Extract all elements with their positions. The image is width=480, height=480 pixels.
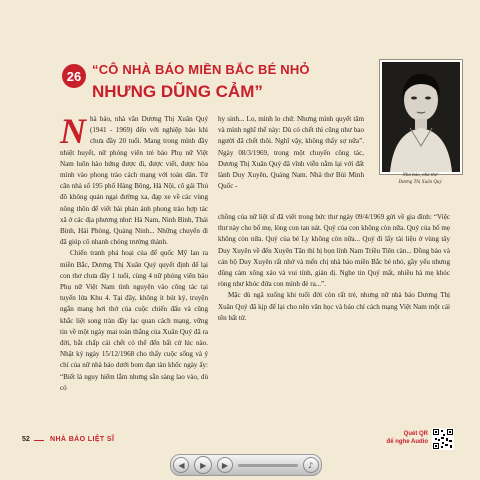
qr-code[interactable] [432, 428, 454, 450]
page-number: 52 [22, 436, 30, 443]
volume-icon: ♪ [308, 460, 314, 470]
paragraph-4: chồng của nữ liệt sĩ đã viết trong bức thư ngày 09/4/1969 gửi về gia đình: “Việc thư này cho bố mẹ, lòng con tan nát. Quý của con không còn nữa. Quý của bố mẹ không còn nữa. Quý của bé Ly không còn nữa... Quý đi lấy tài liệu ở vùng tây Duy Xuyên về đến Xuyên Tân thì bị bọn lính Nam Triều Tiên càn... Đồng bào và cán bộ Duy Xuyên rất nhớ và mến chị nhà báo miền Bắc bé nhỏ, gầy yếu nhưng dũng cảm xông xáo và vui tính, giản dị. Nghe tin Quý mất, nhiều bà mẹ khóc ròng như khóc đứa con mình đẻ ra...”. [218, 213, 450, 289]
volume-button[interactable] [303, 457, 319, 473]
text-column-2 [218, 114, 364, 192]
article-title-line1: “CÔ NHÀ BÁO MIỀN BẮC BÉ NHỎ [92, 62, 310, 77]
footer-divider [34, 440, 44, 441]
forward-icon: ▶ [221, 460, 229, 470]
paragraph-5: Mặc dù ngã xuống khi tuổi đời còn rất trẻ, nhưng nữ nhà báo Dương Thị Xuân Quý đã kịp để lại cho nền văn học và báo chí cách mạng Việt Nam một cái tên bất tử. [218, 291, 450, 322]
article-title-line2: NHƯNG DŨNG CẢM” [92, 82, 263, 101]
paragraph-2: Chiến tranh phá hoại của đế quốc Mỹ lan ra miền Bắc, Dương Thị Xuân Quý quyết định để lại con thơ chưa đầy 1 tuổi, cùng 4 nữ phóng viên báo Phụ nữ Việt Nam tình nguyện vào công tác tại tuyến lửa Khu 4. Tại đây, không ít bút ký, truyện ngắn mang hơi thở của cuộc chiến đấu và cũng khắc liệt song tràn đầy lạc quan cách mạng, vững tin về một ngày mai toàn thắng của Xuân Quý đã ra đời, bắt chấp cái chết có thể đến bất cứ lúc nào. Nhật ký ngày 15/12/1968 cho thấy cuộc sống và ý chí của nữ nhà báo dưới bom đạn tàn khốc ngày ấy: “Biết là nguy hiểm lắm nhưng sẵn sàng lao vào, dù có [60, 249, 208, 392]
qr-label-line1: Quét QR [403, 431, 428, 437]
portrait-photo [380, 60, 462, 174]
audio-player [170, 454, 322, 476]
text-column-3 [218, 212, 450, 324]
play-icon: ▶ [200, 460, 207, 470]
audio-progress-bar[interactable] [238, 464, 298, 467]
photo-caption-line2: Dương Thị Xuân Quý [398, 180, 442, 185]
photo-caption-line1: Nhà báo, nhà thơ [402, 173, 438, 178]
rewind-button[interactable] [173, 457, 189, 473]
text-column-1 [60, 111, 208, 394]
rewind-icon: ◀ [178, 460, 185, 470]
paragraph-1: hà báo, nhà văn Dương Thị Xuân Quý (1941 - 1969) đến với nghiệp báo khi chưa đầy 20 tuổi. Mang trong mình đầy nhiệt huyết, nữ phóng viên trẻ báo Phụ nữ Việt Nam luôn hào hứng được đi, được viết, được hòa mình vào phong trào cách mạng với toàn dân. Từ căn nhà số 195 phố Hàng Bông, Hà Nội, cô gái Thủ đô không quản ngại đường xa, đạp xe về các vùng nông thôn để viết bài phản ánh phong trào hợp tác xã ở các địa phương như: Hà Nam, Ninh Bình, Thái Bình, Hải Phòng, Quảng Ninh... Những chuyến đi đã giúp cô nhanh chóng trưởng thành. [60, 115, 208, 247]
qr-label [384, 430, 428, 446]
article-number-badge [62, 64, 86, 88]
drop-cap: N [60, 111, 86, 151]
article-number: 26 [66, 68, 82, 84]
play-button[interactable] [194, 456, 212, 474]
qr-label-line2: để nghe Audio [386, 439, 428, 445]
photo-caption [372, 172, 468, 186]
paragraph-3: hy sinh... Lo, mình lo chứ. Nhưng mình quyết tâm và mình nghĩ thế này: Dù có chết thì cũng như bao người đã chết thôi. Nghĩ vậy, không thấy sợ nữa”. Ngày 08/3/1969, trong một chuyến công tác, Dương Thị Xuân Quý đã vĩnh viễn nằm lại với đất lành Duy Xuyên, Quảng Nam. Nhà thơ Bùi Minh Quốc - [218, 115, 364, 191]
section-title: NHÀ BÁO LIỆT SĨ [50, 436, 115, 443]
forward-button[interactable] [217, 457, 233, 473]
